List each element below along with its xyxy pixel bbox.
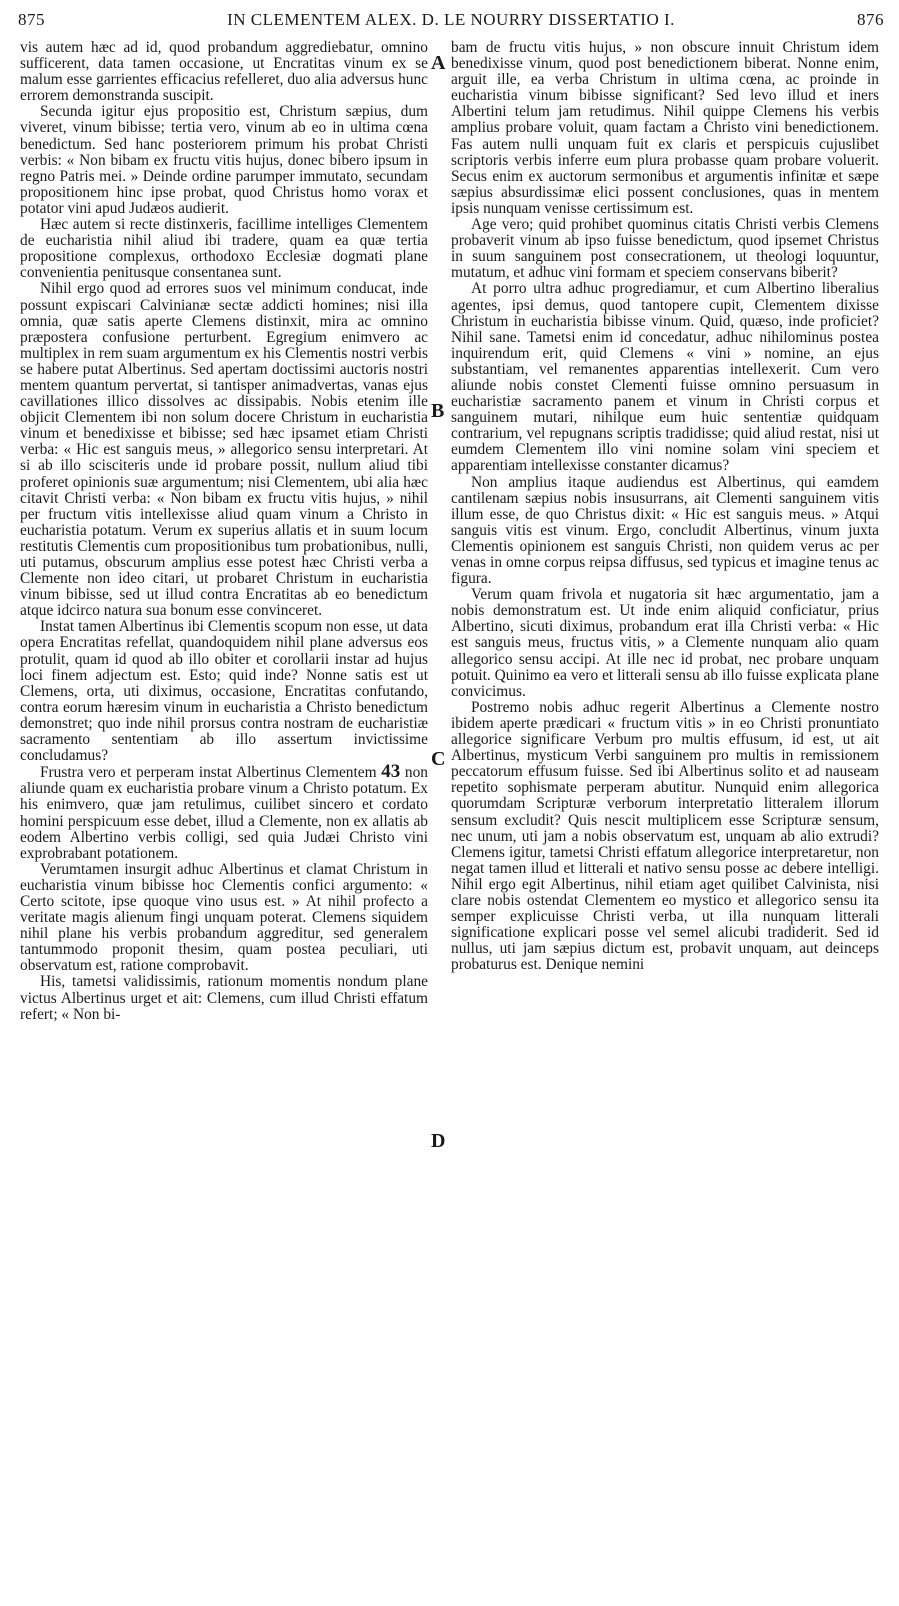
margin-marker-a: A bbox=[431, 52, 446, 74]
paragraph: Non amplius itaque audiendus est Albertinus, qui eamdem cantilenam sæpius nobis insusurrans, ait Clementi sanguinem vitis illum esse, de quo Christus dixit: « Hic est sanguis meus. » Atqui sanguis vitis est vinum. Ergo, concludit Albertinus, vinum juxta Clementis opinionem est sanguis Christi, non quidem verus ac per venas in omne corpus reipsa diffusus, sed typicus et imagine tenus ac figura. bbox=[451, 473, 879, 588]
paragraph: bam de fructu vitis hujus, » non obscure innuit Christum idem benedixisse vinum, quod post benedictionem biberat. Nonne enim, arguit ille, ea verba Christum in ultima cœna, ac proinde in eucharistia vinum bibisse significant? Sed levo illud et iners Albertini telum jam retudimus. Nihil quippe Clemens his verbis amplius probare voluit, quam factam a Christo vini benedictionem. Fas autem nulli unquam fuit ex claris et perspicuis cujuslibet scriptoris verbis inferre eum plura probasse quam probare voluerit. Secus enim ex auctorum sermonibus et argumentis infinitæ et sæpe sæpius absurdissimæ elici possent conclusiones, quas in mentem ipsis nunquam venisse certissimum est. bbox=[451, 39, 879, 217]
right-column bbox=[451, 40, 879, 973]
margin-marker-b: B bbox=[431, 400, 445, 422]
paragraph: Instat tamen Albertinus ibi Clementis scopum non esse, ut data opera Encratitas refellat, quandoquidem nihil plane adversus eos protulit, quam id quod ab illo obiter et corollarii instar ad hujus loci finem adjectum est. Esto; quid inde? Nonne satis est ut Clemens, orta, uti diximus, occasione, Encratitas confutando, contra eorum hæresim vinum in eucharistia a Christo benedictum demonstret; quo inde nihil prorsus contra nostram de eucharistiæ sacramento sententiam ab illo assertum invictissime concludamus? bbox=[20, 618, 428, 765]
paragraph: At porro ultra adhuc progrediamur, et cum Albertino liberalius agentes, ipsi demus, quod tantopere cupit, Clementem dixisse Christum in eucharistia bibisse vinum. Quid, quæso, inde proficiet? Nihil sane. Tametsi enim id concedatur, adhuc nihilominus postea inquirendum erit, quid Clemens « vini » nomine, an ejus substantiam, vel remanentes apparentias intellexerit. Cum vero aliunde nobis constet Clementi fuisse omnino persuasum in eucharistiæ sacramento panem et vinum in Christi corpus et sanguinem mutari, nihilque eum huic sententiæ quidquam contrarium, vel repugnans scriptis tradidisse; quid aliud restat, nisi ut eumdem Clementem illo vini nomine solam vini speciem et apparentiam intellexisse constanter dicamus? bbox=[451, 280, 879, 475]
folio-mark: 43 bbox=[381, 761, 401, 783]
page-number-right: 876 bbox=[857, 10, 884, 29]
paragraph: vis autem hæc ad id, quod probandum aggrediebatur, omnino sufficerent, data tamen occasione, ut Encratitas vinum ex se malum esse garrientes efficacius refelleret, duo alia adversus hunc errorem demonstranda suscipit. bbox=[20, 39, 428, 105]
paragraph: Hæc autem si recte distinxeris, facillime intelliges Clementem de eucharistia nihil aliud ibi tradere, quam ea quæ tertia propositione complexus, orthodoxo Ecclesiæ dogmati plane convenientia penitusque consentanea sunt. bbox=[20, 216, 428, 282]
paragraph: Verumtamen insurgit adhuc Albertinus et clamat Christum in eucharistia vinum bibisse hoc Clementis confici argumento: « Certo scitote, ipse quoque vino usus est. » At nihil profecto a veritate magis alienum fingi unquam poterat. Clemens siquidem nihil plane his verbis probandum aggreditur, sed generalem tantummodo proponit thesim, quam postea peculiari, uti observatum est, ratione comprobavit. bbox=[20, 860, 428, 975]
paragraph: Age vero; quid prohibet quominus citatis Christi verbis Clemens probaverit vinum ab ipso fuisse benedictum, quod ipsemet Christus in suum sanguinem post consecrationem, ut theologi loquuntur, mutatum, et adhuc vini formam et speciem conservans biberit? bbox=[451, 216, 879, 282]
paragraph: His, tametsi validissimis, rationum momentis nondum plane victus Albertinus urget et ait: Clemens, cum illud Christi effatum refert; « Non bi- bbox=[20, 973, 428, 1023]
running-header bbox=[18, 10, 884, 40]
page-number-left: 875 bbox=[18, 10, 45, 29]
left-column bbox=[20, 40, 428, 1023]
paragraph: Nihil ergo quod ad errores suos vel minimum conducat, inde possunt expiscari Calvinianæ sectæ addicti homines; nisi illa omnia, quæ satis aperte Clemens distinxit, mira ac omnino præpostera confusione perturbent. Egregium enimvero ac multiplex in rem suam argumentum ex his Clementis nostri verbis se habere putat Albertinus. Sed apertam doctissimi auctoris nostri mentem quantum pervertat, si tantisper animadvertas, vanas ejus cavillationes illico dissolves ac dissipabis. Nobis etenim ille objicit Clementem ibi non solum docere Christum in eucharistia vinum et benedixisse et bibisse; sed hæc ipsamet etiam Christi verba: « Hic est sanguis meus, » allegorico sensu interpretari. At si ab illo scisciteris unde id probare possit, nullum aliud tibi proferet opinionis suæ argumentum; nisi Clementem, ubi alia hæc citavit Christi verba: « Non bibam ex fructu vitis hujus, » nihil per fructum vitis intellexisse aliud quam vinum a Christo in eucharistia potatum. Verum ex superius allatis et in suum locum restitutis Clementis cum propositionibus tum probationibus, nulli, uti putamus, obscurum amplius esse potest hæc Christi verba a Clemente non ideo citari, ut probaret Christum in eucharistia vinum bibisse, sed ut illud contra Encratitas ab eo benedictum atque idcirco natura sua bonum esse convinceret. bbox=[20, 280, 428, 620]
paragraph: Secunda igitur ejus propositio est, Christum sæpius, dum viveret, vinum bibisse; tertia vero, vinum ab eo in ultima cœna benedictum. Sed hanc posteriorem primum his probat Christi verbis: « Non bibam ex fructu vitis hujus, donec bibero ipsum in regno Patris mei. » Deinde ordine parumper immutato, secundam propositionem hinc ipse probat, quod Christus homo vorax et potator vini apud Judæos audierit. bbox=[20, 103, 428, 217]
paragraph-text: Frustra vero et perperam instat Albertinus Clementem bbox=[40, 764, 382, 782]
paragraph-text: non aliunde quam ex eucharistia probare vinum a Christo potatum. Ex his enimvero, quæ jam retulimus, cuilibet sincero et cordato homini perspicuum esse debet, illud a Clemente, non ex allatis ab eodem Albertino verbis colligi, sed quia Judæi Christo vini exprobrabant potationem. bbox=[20, 764, 429, 862]
margin-marker-c: C bbox=[431, 748, 446, 770]
paragraph: Postremo nobis adhuc regerit Albertinus a Clemente nostro ibidem aperte prædicari « fructum vitis » in eo Christi pronuntiato allegorice significare Verbum pro multis effusum, id est, ut ait Albertinus, mysticum Verbi sanguinem pro multis in remissionem peccatorum effusum fuisse. Sed ibi Albertinus solito et ad nauseam repetito sophismate perperam abutitur. Nunquid enim allegorica quorumdam Scripturæ verborum interpretatio litteralem illorum sensum excludit? Quis nescit multiplicem esse Scripturæ sensum, nec unum, uti jam a nobis observatum est, unquam ab alio extrudi? Clemens igitur, tametsi Christi effatum allegorice interpretaretur, non negat tamen illud et litterali et nativo sensu posse ac debere intelligi. Nihil ergo egit Albertinus, nihil etiam aget quilibet Calvinista, nisi clare nobis ostendat Clementem eo mystico et allegorico sensu ita semper explicuisse Christi verba, ut illa nunquam litterali significatione explicari posse vel semel alicubi tradiderit. Sed id nullus, uti jam sæpius dictum est, probavit unquam, aut deinceps probaturus est. Denique nemini bbox=[451, 698, 879, 974]
paragraph: Verum quam frivola et nugatoria sit hæc argumentatio, jam a nobis demonstratum est. Ut inde enim aliquid conficiatur, prius Albertino, sicuti diximus, probandum erat illa Christi verba: « Hic est sanguis meus, fructus vitis, » a Clemente nunquam alio quam allegorico sensu accipi. At ille nec id probat, nec probare unquam potuit. Quinimo ea vero et litterali sensu ab illo fuisse explicata plane convicimus. bbox=[451, 586, 879, 700]
running-title: IN CLEMENTEM ALEX. D. LE NOURRY DISSERTATIO I. bbox=[227, 10, 675, 29]
paragraph bbox=[20, 761, 429, 862]
margin-marker-d: D bbox=[431, 1130, 446, 1152]
